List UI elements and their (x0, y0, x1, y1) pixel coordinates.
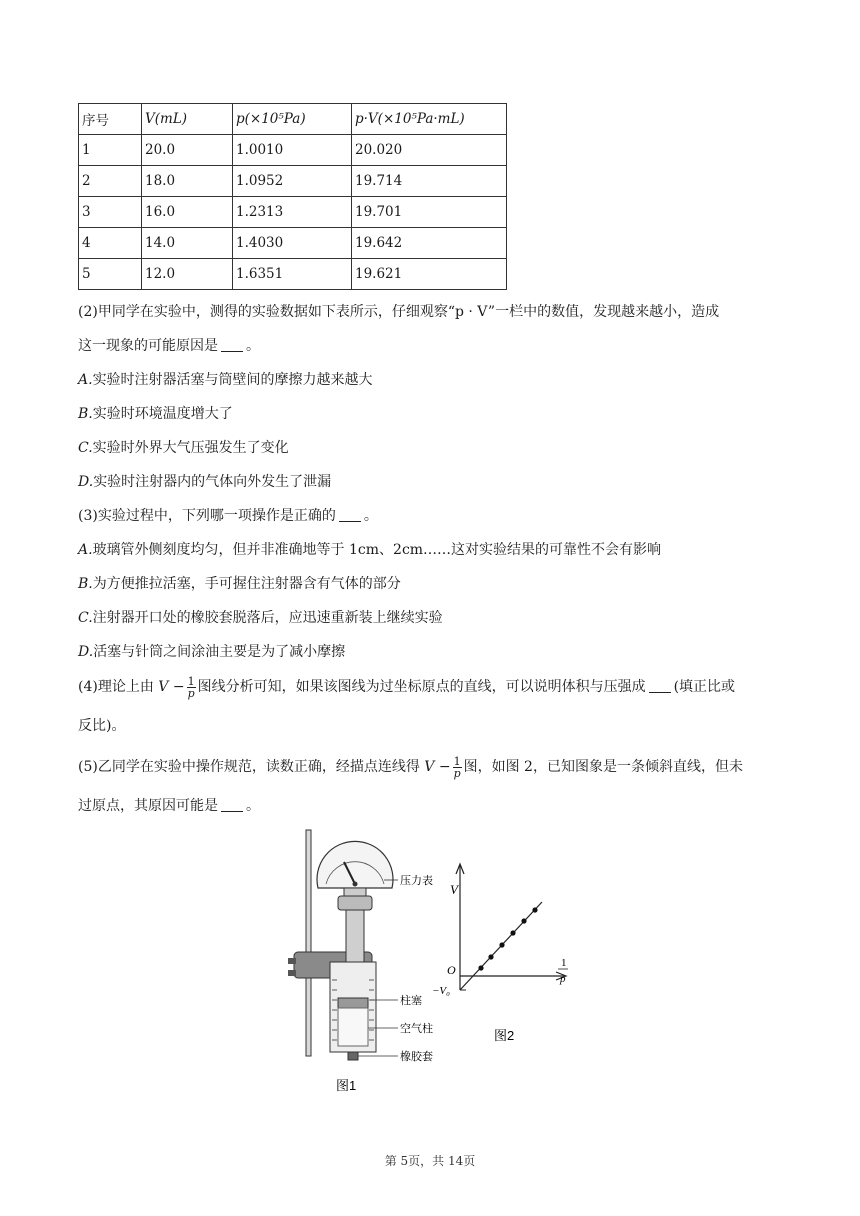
gauge-pivot (353, 882, 358, 887)
q4-stem-line2: 反比)。 (78, 718, 126, 734)
q5-text: 图，如图 2，已知图象是一条倾斜直线，但未 (463, 759, 743, 775)
q5-text: (5)乙同学在实验中操作规范，读数正确，经描点连线得 (78, 759, 420, 775)
answer-blank[interactable] (221, 797, 243, 812)
option-letter: D. (78, 644, 94, 660)
experiment-figure (270, 822, 590, 1102)
q5-text: 过原点，其原因可能是 (78, 798, 218, 814)
intercept-label: −V₀ (432, 985, 450, 997)
q2-option-b (78, 404, 233, 424)
q3-stem-end: 。 (363, 508, 378, 524)
q3-option-b (78, 574, 401, 594)
table-row (79, 135, 507, 166)
data-point (532, 907, 537, 912)
q5-text: 。 (246, 798, 260, 814)
table-cell: 4 (79, 228, 142, 259)
table-cell: 1.4030 (233, 228, 352, 259)
data-point (499, 942, 504, 947)
option-text: 实验时环境温度增大了 (92, 406, 233, 422)
table-header-cell: p(×10⁵Pa) (233, 104, 352, 135)
q3-stem-text: (3)实验过程中，下列哪一项操作是正确的 (78, 508, 336, 524)
label-pressure-gauge: 压力表 (400, 875, 433, 887)
fraction-numerator: 1 (187, 674, 195, 688)
table-cell: 1.0952 (233, 166, 352, 197)
q2-stem-line1: (2)甲同学在实验中，测得的实验数据如下表所示，仔细观察“p · V”一栏中的数值，发现越来越小，造成 (78, 304, 720, 320)
answer-blank[interactable] (221, 337, 243, 352)
data-table (78, 103, 507, 290)
data-point (510, 930, 515, 935)
table-header-cell: V(mL) (142, 104, 233, 135)
q3-stem (78, 506, 378, 526)
table-cell: 19.642 (352, 228, 507, 259)
option-text: 实验时注射器活塞与筒壁间的摩擦力越来越大 (92, 372, 373, 388)
q3-option-a (78, 540, 661, 560)
q4-text: (4)理论上由 (78, 679, 154, 695)
q5-stem-line2 (78, 796, 260, 816)
q3-option-c (78, 608, 443, 628)
q4-stem-line1 (78, 674, 735, 700)
table-cell: 20.0 (142, 135, 233, 166)
table-cell: 1.2313 (233, 197, 352, 228)
option-text: 为方便推拉活塞，手可握住注射器含有气体的部分 (92, 576, 401, 592)
fraction (453, 756, 462, 779)
option-letter: D. (78, 474, 94, 490)
option-text: 实验时外界大气压强发生了变化 (92, 440, 289, 456)
y-axis-label: V (450, 882, 458, 897)
rubber-cap (348, 1052, 358, 1060)
table-cell: 16.0 (142, 197, 233, 228)
option-text: 玻璃管外侧刻度均匀，但并非准确地等于 1cm、2cm……这对实验结果的可靠性不会有影响 (92, 542, 662, 558)
origin-label: O (447, 963, 456, 977)
option-text: 实验时注射器内的气体向外发生了泄漏 (93, 474, 332, 490)
stand-rod (306, 830, 311, 1056)
math-variable: V − (424, 759, 451, 775)
answer-blank[interactable] (649, 678, 671, 693)
option-text: 活塞与针筒之间涂油主要是为了减小摩擦 (93, 644, 346, 660)
fraction-numerator: 1 (453, 754, 461, 768)
q2-stem-line2 (78, 336, 260, 356)
table-cell: 18.0 (142, 166, 233, 197)
q2-option-d (78, 472, 331, 492)
math-variable: V − (158, 679, 185, 695)
figure1-apparatus (288, 830, 433, 1093)
table-header-row (79, 104, 507, 135)
figure2-caption: 图2 (494, 1028, 515, 1043)
table-cell: 19.701 (352, 197, 507, 228)
gauge-connector (338, 896, 372, 910)
table-row (79, 197, 507, 228)
option-letter: C. (78, 610, 93, 626)
label-rubber-cap: 橡胶套 (400, 1051, 433, 1063)
option-letter: C. (78, 440, 93, 456)
table-row (79, 166, 507, 197)
air-column (338, 1008, 368, 1046)
q2-option-c (78, 438, 289, 458)
piston (338, 998, 368, 1008)
table-cell: 3 (79, 197, 142, 228)
table-cell: 2 (79, 166, 142, 197)
q2-option-a (78, 370, 373, 390)
table-cell: 1 (79, 135, 142, 166)
table-row (79, 259, 507, 290)
data-point (488, 954, 493, 959)
data-point (521, 918, 526, 923)
q2-stem-text: 这一现象的可能原因是 (78, 338, 218, 354)
x-axis-label-numerator: 1 (561, 957, 567, 969)
table-cell: 1.6351 (233, 259, 352, 290)
table-cell: 19.714 (352, 166, 507, 197)
pressure-gauge-icon (317, 841, 393, 888)
q4-text: (填正比或 (673, 679, 736, 695)
option-letter: A. (78, 542, 93, 558)
table-header-cell: 序号 (79, 104, 142, 135)
clamp-screw (288, 958, 296, 964)
x-axis-label-denominator: p (560, 973, 566, 985)
gauge-neck (344, 888, 366, 896)
option-letter: B. (78, 406, 93, 422)
option-text: 注射器开口处的橡胶套脱落后，应迅速重新装上继续实验 (92, 610, 443, 626)
label-air-column: 空气柱 (400, 1023, 433, 1035)
table-cell: 14.0 (142, 228, 233, 259)
table-header-cell: p·V(×10⁵Pa·mL) (352, 104, 507, 135)
table-cell: 19.621 (352, 259, 507, 290)
answer-blank[interactable] (339, 507, 361, 522)
figure2-graph (432, 864, 568, 1043)
table-cell: 5 (79, 259, 142, 290)
data-point (478, 965, 483, 970)
q2-stem-end: 。 (246, 338, 260, 354)
fraction-denominator: p (187, 686, 195, 700)
option-letter: B. (78, 576, 93, 592)
fraction (187, 676, 196, 699)
q5-stem-line1 (78, 754, 743, 780)
table-row (79, 228, 507, 259)
table-cell: 1.0010 (233, 135, 352, 166)
table-cell: 20.020 (352, 135, 507, 166)
clamp-screw (288, 970, 296, 976)
table-cell: 12.0 (142, 259, 233, 290)
q3-option-d (78, 642, 345, 662)
fraction-denominator: p (453, 766, 461, 780)
page-footer: 第 5页，共 14页 (384, 1154, 476, 1168)
option-letter: A. (78, 372, 93, 388)
figure1-caption: 图1 (336, 1078, 357, 1093)
label-piston: 柱塞 (400, 995, 422, 1007)
q4-text: 图线分析可知，如果该图线为过坐标原点的直线，可以说明体积与压强成 (197, 679, 646, 695)
